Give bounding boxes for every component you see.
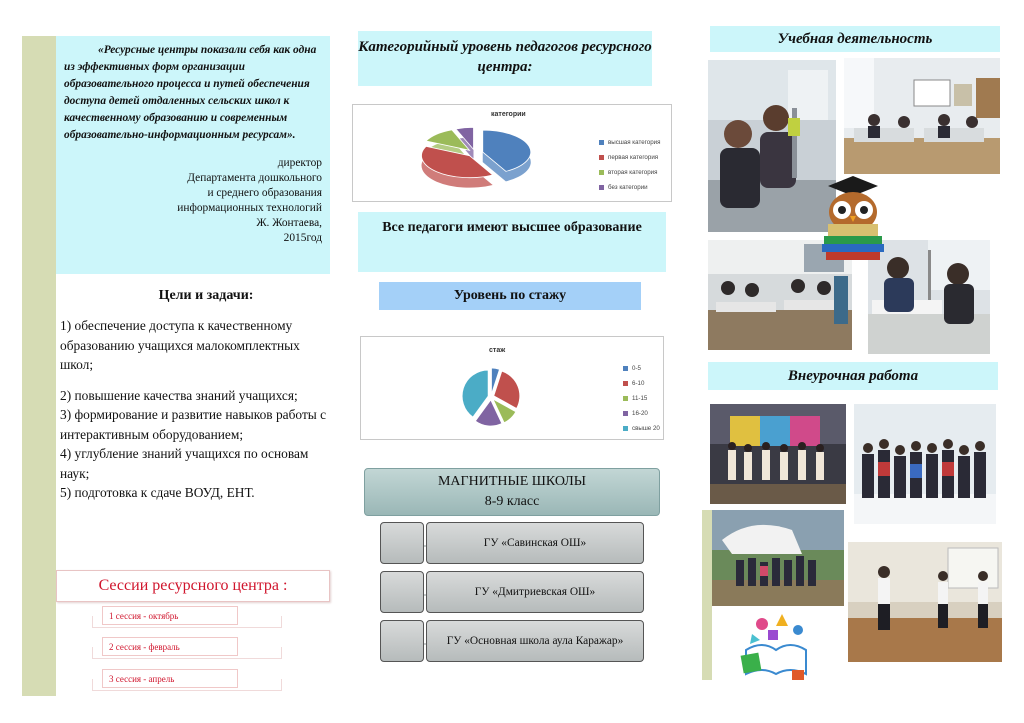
goals-title: Цели и задачи: [158, 288, 254, 303]
signature-line: Департамента дошкольного [187, 172, 322, 184]
goal-item: 3) формирование и развитие навыков работы с интерактивным оборудованием; [60, 407, 327, 442]
right-decor-bar [702, 510, 712, 680]
category-chart [352, 104, 672, 202]
legend-label: без категории [608, 184, 648, 191]
legend-item [599, 165, 660, 180]
legend-swatch [623, 426, 628, 431]
magnet-subtitle: 8-9 класс [484, 494, 540, 509]
legend-label: свыше 20 [632, 425, 660, 432]
legend-item [623, 376, 660, 391]
goal-item: 1) обеспечение доступа к качественному образованию учащихся малокомплектных школ; [60, 318, 300, 372]
legend-label: 6-10 [632, 380, 645, 387]
legend-item [599, 150, 660, 165]
school-item [426, 571, 644, 613]
legend-item [623, 361, 660, 376]
extracurricular-heading: Внеурочная работа [708, 362, 998, 390]
photo-classroom [844, 58, 1000, 174]
signature-line: информационных технологий [177, 202, 322, 214]
session-label: 1 сессия - октябрь [102, 606, 238, 625]
quote-panel [56, 36, 330, 274]
legend-label: первая категория [608, 154, 659, 161]
photo-dance-gym [848, 542, 1002, 662]
legend-item [623, 406, 660, 421]
legend-item [623, 421, 660, 436]
legend-swatch [599, 170, 604, 175]
signature-line: Ж. Жонтаева, [256, 217, 322, 229]
sessions-title: Сессии ресурсного центра : [98, 577, 288, 594]
experience-legend [623, 361, 660, 436]
school-item [426, 620, 644, 662]
session-item [92, 669, 282, 691]
session-item [92, 637, 282, 659]
director-quote: «Ресурсные центры показали себя как одна из эффективных форм организации образовательного процесса и путей обеспечения доступа детей отдаленных сельских школ к качественному образованию и современным образовательно-информационным ресурсам». [64, 44, 317, 141]
session-label: 3 сессия - апрель [102, 669, 238, 688]
school-name: ГУ «Савинская ОШ» [483, 537, 587, 549]
chart-title: категории [491, 111, 526, 118]
chart-title: стаж [489, 347, 506, 354]
school-name: ГУ «Основная школа аула Каражар» [446, 635, 624, 647]
goal-item: 4) углубление знаний учащихся по основам наук; [60, 446, 309, 481]
goal-item: 5) подготовка к сдаче ВОУД, ЕНТ. [60, 485, 255, 500]
legend-swatch [599, 185, 604, 190]
school-bullet [380, 571, 424, 613]
quote-signature [64, 156, 324, 246]
goal-item: 2) повышение качества знаний учащихся; [60, 387, 298, 403]
legend-swatch [623, 366, 628, 371]
legend-swatch [599, 140, 604, 145]
experience-level-title: Уровень по стажу [379, 282, 641, 310]
session-item [92, 606, 282, 628]
legend-swatch [623, 396, 628, 401]
school-bullet [380, 620, 424, 662]
photo-stage-performance [710, 404, 846, 504]
legend-label: вторая категория [608, 169, 658, 176]
session-label: 2 сессия - февраль [102, 637, 238, 656]
signature-line: 2015год [283, 232, 322, 244]
legend-item [599, 135, 660, 150]
photo-winter-group [854, 404, 996, 524]
school-bullet [380, 522, 424, 564]
sessions-header [56, 570, 330, 602]
magnet-title: МАГНИТНЫЕ ШКОЛЫ [437, 474, 587, 489]
signature-line: и среднего образования [207, 187, 322, 199]
school-item [426, 522, 644, 564]
legend-label: 0-5 [632, 365, 641, 372]
category-level-title: Категорийный уровень педагогов ресурсного центра: [358, 31, 652, 86]
photo-teachers-lab [708, 60, 836, 232]
signature-line: директор [277, 157, 322, 169]
photo-monument-group [712, 510, 844, 606]
school-name: ГУ «Дмитриевская ОШ» [474, 586, 596, 598]
goals-list [60, 316, 332, 503]
category-legend [599, 135, 660, 195]
legend-label: 11-15 [632, 395, 648, 402]
legend-swatch [599, 155, 604, 160]
legend-item [599, 180, 660, 195]
magnet-schools-header [364, 468, 660, 516]
legend-swatch [623, 381, 628, 386]
study-activity-heading: Учебная деятельность [710, 26, 1000, 52]
experience-chart [360, 336, 664, 440]
legend-item [623, 391, 660, 406]
category-pie [413, 123, 543, 199]
experience-pie [457, 363, 527, 433]
legend-label: высшая категория [608, 139, 661, 146]
open-book-clipart [738, 610, 814, 682]
all-high-education-note: Все педагоги имеют высшее образование [358, 212, 666, 272]
owl-with-books-clipart [818, 176, 888, 262]
legend-swatch [623, 411, 628, 416]
left-decor-bar [22, 36, 56, 696]
legend-label: 16-20 [632, 410, 648, 417]
